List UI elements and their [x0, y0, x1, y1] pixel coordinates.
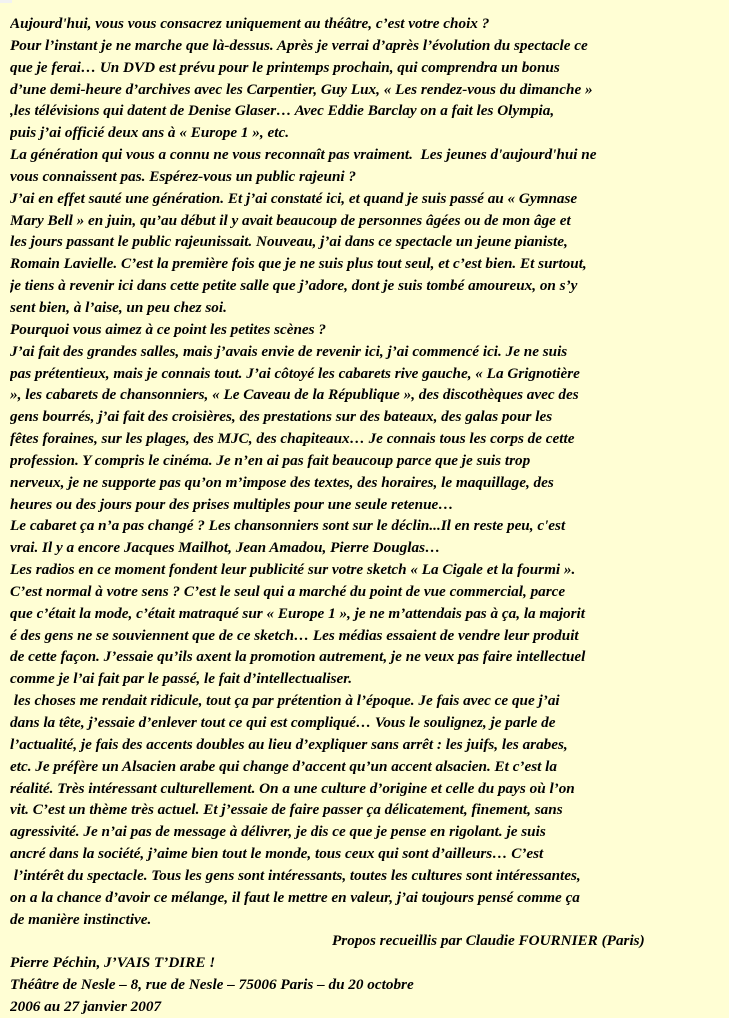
text-line: réalité. Très intéressant culturellement. On a une culture d’origine et celle du pays où l’on [10, 779, 575, 797]
text-line: », les cabarets de chansonniers, « Le Caveau de la République », des discothèques avec des [10, 386, 579, 404]
text-line: les jours passant le public rajeunissait. Nouveau, j’ai dans ce spectacle un jeune pianiste, [10, 233, 568, 251]
text-line: Aujourd'hui, vous vous consacrez uniquement au théâtre, c’est votre choix ? [10, 15, 490, 32]
text-line: ,les télévisions qui datent de Denise Glaser… Avec Eddie Barclay on a fait les Olympia, [10, 102, 555, 120]
text-line: puis j’ai officié deux ans à « Europe 1 », etc. [10, 124, 289, 142]
text-line: nerveux, je ne supporte pas qu’on m’impose des textes, des horaires, le maquillage, des [10, 473, 554, 491]
text-line: é des gens ne se souviennent que de ce sketch… Les médias essaient de vendre leur produit [10, 626, 579, 644]
text-line: d’une demi-heure d’archives avec les Carpentier, Guy Lux, « Les rendez-vous du dimanche » [10, 80, 593, 98]
text-line: de manière instinctive. [10, 910, 152, 928]
text-line: Pour l’instant je ne marche que là-dessus. Après je verrai d’après l’évolution du spectacle ce [10, 36, 588, 54]
text-line: vous connaissent pas. Espérez-vous un public rajeuni ? [10, 167, 356, 185]
text-line: les choses me rendait ridicule, tout ça par prétention à l’époque. Je fais avec ce que j’ai [10, 692, 560, 710]
show-info-footer [10, 952, 729, 1018]
text-line: ancré dans la société, j’aime bien tout le monde, tous ceux qui sont d’ailleurs… C’est [10, 845, 544, 863]
text-line: pas prétentieux, mais je connais tout. J’ai côtoyé les cabarets rive gauche, « La Grignotière [10, 364, 580, 382]
text-line: l’intérêt du spectacle. Tous les gens sont intéressants, toutes les cultures sont intéressantes, [10, 866, 581, 884]
text-line: La génération qui vous a connu ne vous reconnaît pas vraiment. Les jeunes d'aujourd'hui ne [10, 146, 597, 164]
text-line: que c’était la mode, c’était matraqué sur « Europe 1 », je ne m’attendais pas à ça, la majorit [10, 604, 585, 622]
text-line: Les radios en ce moment fondent leur publicité sur votre sketch « La Cigale et la fourmi ». [10, 561, 576, 579]
text-line: de cette façon. J’essaie qu’ils axent la promotion autrement, je ne veux pas faire intellectuel [10, 648, 586, 666]
text-line: je tiens à revenir ici dans cette petite salle que j’adore, dont je suis tombé amoureux, on s’y [10, 277, 578, 295]
text-line: etc. Je préfère un Alsacien arabe qui change d’accent qu’un accent alsacien. Et c’est la [10, 757, 557, 775]
corner-mark [0, 0, 12, 3]
footer-line: 2006 au 27 janvier 2007 [10, 997, 162, 1015]
text-line: fêtes foraines, sur les plages, des MJC, des chapiteaux… Je connais tous les corps de cette [10, 430, 575, 448]
text-line: Pourquoi vous aimez à ce point les petites scènes ? [10, 320, 326, 338]
text-line: vit. C’est un thème très actuel. Et j’essaie de faire passer ça délicatement, finement, sans [10, 801, 563, 819]
text-line: J’ai fait des grandes salles, mais j’avais envie de revenir ici, j’ai commencé ici. Je ne suis [10, 342, 568, 360]
text-line: agressivité. Je n’ai pas de message à délivrer, je dis ce que je pense en rigolant. je suis [10, 823, 546, 841]
credit-line: Propos recueillis par Claudie FOURNIER (Paris) [332, 932, 645, 950]
text-line: l’actualité, je fais des accents doubles au lieu d’expliquer sans arrêt : les juifs, les arabes, [10, 735, 568, 753]
text-line: Mary Bell » en juin, qu’au début il y avait beaucoup de personnes âgées ou de mon âge et [10, 211, 571, 229]
text-line: dans la tête, j’essaie d’enlever tout ce qui est compliqué… Vous le soulignez, je parle de [10, 714, 556, 731]
text-line: C’est normal à votre sens ? C’est le seul qui a marché du point de vue commercial, parce [10, 582, 566, 600]
text-line: profession. Y compris le cinéma. Je n’en ai pas fait beaucoup parce que je suis trop [10, 451, 531, 469]
text-line: on a la chance d’avoir ce mélange, il faut le mettre en valeur, j’ai toujours pensé comme ça [10, 888, 580, 906]
interview-body [10, 13, 729, 930]
text-line: comme je l’ai fait par le passé, le fait d’intellectualiser. [10, 670, 353, 688]
text-line: Romain Lavielle. C’est la première fois que je ne suis plus tout seul, et c’est bien. Et surtout, [10, 255, 587, 273]
text-line: heures ou des jours pour des prises multiples pour une seule retenue… [10, 495, 454, 513]
text-line: que je ferai… Un DVD est prévu pour le printemps prochain, qui comprendra un bonus [10, 58, 560, 76]
text-line: gens bourrés, j’ai fait des croisières, des prestations sur des bateaux, des galas pour les [10, 408, 553, 426]
footer-line: Théâtre de Nesle – 8, rue de Nesle – 75006 Paris – du 20 octobre [10, 976, 414, 994]
text-line: J’ai en effet sauté une génération. Et j’ai constaté ici, et quand je suis passé au « Gymnase [10, 189, 578, 207]
footer-line: Pierre Péchin, J’VAIS T’DIRE ! [10, 954, 216, 972]
text-line: Le cabaret ça n’a pas changé ? Les chansonniers sont sur le déclin...Il en reste peu, c'est [10, 517, 566, 535]
text-line: sent bien, à l’aise, un peu chez soi. [10, 298, 227, 316]
text-line: vrai. Il y a encore Jacques Mailhot, Jean Amadou, Pierre Douglas… [10, 539, 441, 557]
